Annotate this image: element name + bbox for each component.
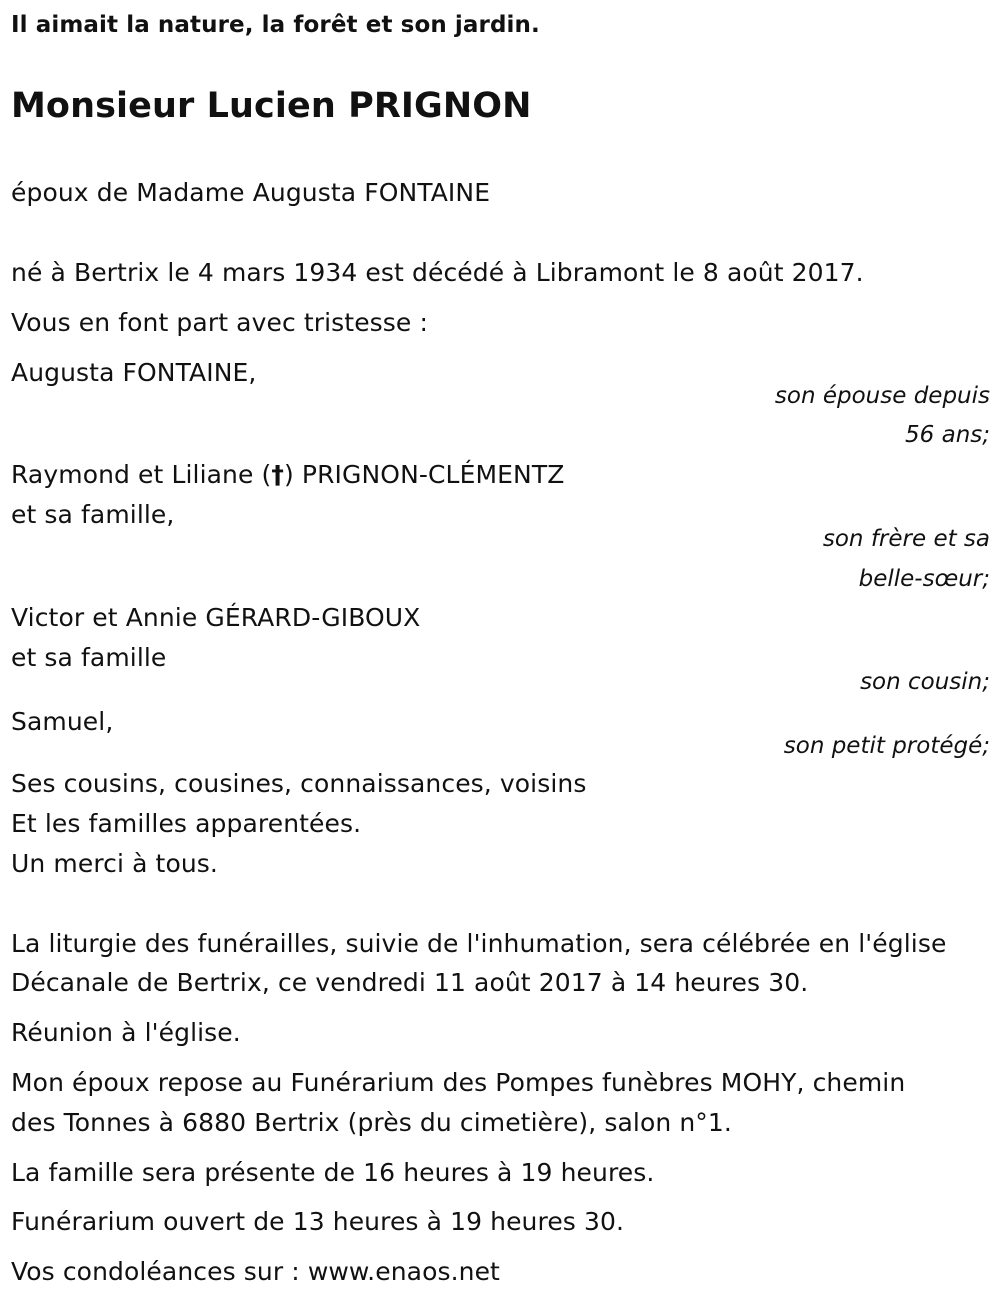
others-line-2: Et les familles apparentées. (11, 809, 362, 838)
deceased-name: Monsieur Lucien PRIGNON (11, 86, 532, 126)
family-relation-raymond-1: son frère et sa (822, 526, 990, 552)
others-line-3: Un merci à tous. (11, 849, 218, 878)
spouse-line: époux de Madame Augusta FONTAINE (11, 178, 491, 207)
family-relation-raymond-2: belle-sœur; (858, 566, 990, 592)
name-suffix: ) PRIGNON-CLÉMENTZ (284, 460, 565, 489)
family-presence-line: La famille sera présente de 16 heures à 19 heures. (11, 1158, 655, 1187)
funerarium-hours-line: Funérarium ouvert de 13 heures à 19 heures 30. (11, 1207, 625, 1236)
family-name-raymond-2: et sa famille, (11, 500, 175, 529)
cross-icon: † (271, 460, 284, 489)
family-name-augusta: Augusta FONTAINE, (11, 358, 257, 387)
birth-death-line: né à Bertrix le 4 mars 1934 est décédé à Libramont le 8 août 2017. (11, 258, 864, 287)
family-relation-samuel: son petit protégé; (783, 733, 990, 759)
name-prefix: Raymond et Liliane ( (11, 460, 272, 489)
family-name-raymond (11, 460, 564, 490)
announcement-intro: Vous en font part avec tristesse : (11, 308, 428, 337)
epitaph: Il aimait la nature, la forêt et son jardin. (11, 12, 540, 38)
family-relation-victor: son cousin; (860, 669, 990, 695)
family-relation-augusta-1: son épouse depuis (774, 383, 990, 409)
family-relation-augusta-2: 56 ans; (905, 422, 990, 448)
family-name-victor: Victor et Annie GÉRARD-GIBOUX (11, 603, 421, 632)
meeting-line: Réunion à l'église. (11, 1018, 241, 1047)
condolences-line: Vos condoléances sur : www.enaos.net (11, 1257, 500, 1286)
family-name-samuel: Samuel, (11, 707, 114, 736)
repose-line-1: Mon époux repose au Funérarium des Pompes funèbres MOHY, chemin (11, 1068, 906, 1097)
liturgy-line-2: Décanale de Bertrix, ce vendredi 11 août 2017 à 14 heures 30. (11, 968, 809, 997)
others-line-1: Ses cousins, cousines, connaissances, voisins (11, 769, 587, 798)
family-name-victor-2: et sa famille (11, 643, 167, 672)
liturgy-line-1: La liturgie des funérailles, suivie de l'inhumation, sera célébrée en l'église (11, 929, 947, 958)
repose-line-2: des Tonnes à 6880 Bertrix (près du cimetière), salon n°1. (11, 1108, 732, 1137)
